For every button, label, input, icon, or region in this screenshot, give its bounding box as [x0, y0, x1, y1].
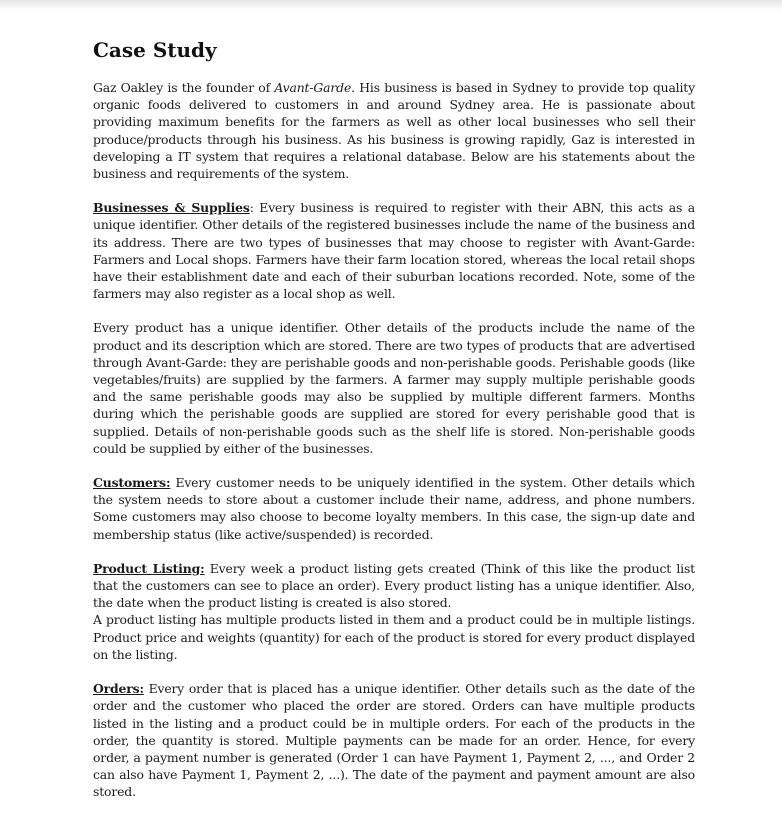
company-name: Avant-Garde — [274, 80, 352, 95]
businesses-paragraph — [93, 199, 695, 302]
customers-heading: Customers: — [93, 475, 171, 491]
customers-paragraph — [93, 474, 695, 543]
products-paragraph: Every product has a unique identifier. Other details of the products include the name of the product and its description which are stored. There are two types of products that are advertised through Avant-Garde: they are perishable goods and non-perishable goods. Perishable goods (like vegetables/fruits) are supplied by the farmers. A farmer may supply multiple perishable goods and the same perishable goods may also be supplied by multiple different farmers. Months during which the perishable goods are supplied are stored for every perishable good that is supplied. Details of non-perishable goods such as the shelf life is stored. Non-perishable goods could be supplied by either of the businesses. — [93, 320, 695, 456]
document-page — [93, 38, 695, 801]
viewer-top-shadow — [0, 0, 782, 10]
orders-heading: Orders: — [93, 681, 144, 697]
orders-text: Every order that is placed has a unique identifier. Other details such as the date of the order and the customer who placed the order are stored. Orders can have multiple products listed in the listing and a product could be in multiple orders. For each of the products in the order, the quantity is stored. Multiple payments can be made for an order. Hence, for every order, a payment number is generated (Order 1 can have Payment 1, Payment 2, ..., and Order 2 can also have Payment 1, Payment 2, ...). The date of the payment and payment amount are also stored. — [93, 681, 695, 800]
businesses-text: : Every business is required to register with their ABN, this acts as a unique identifier. Other details of the registered businesses include the name of the business and its address. There are two types of businesses that may choose to register with Avant-Garde: Farmers and Local shops. Farmers have their farm location stored, whereas the local retail shops have their establishment date and each of their suburban locations recorded. Note, some of the farmers may also register as a local shop as well. — [93, 200, 695, 302]
listing-paragraph-continued: A product listing has multiple products listed in them and a product could be in multiple listings. Product price and weights (quantity) for each of the product is stored for every product displayed on the listing. — [93, 612, 695, 662]
intro-text-rest: . His business is based in Sydney to provide top quality organic foods delivered to customers in and around Sydney area. He is passionate about providing maximum benefits for the farmers as well as other local businesses who sell their produce/products through his business. As his business is growing rapidly, Gaz is interested in developing a IT system that requires a relational database. Below are his statements about the business and requirements of the system. — [93, 80, 695, 182]
intro-paragraph — [93, 79, 695, 182]
listing-heading: Product Listing: — [93, 560, 205, 576]
businesses-heading: Businesses & Supplies — [93, 200, 250, 216]
orders-paragraph — [93, 680, 695, 800]
listing-paragraph — [93, 560, 695, 612]
customers-text: Every customer needs to be uniquely identified in the system. Other details which the system needs to store about a customer include their name, address, and phone numbers. Some customers may also choose to become loyalty members. In this case, the sign-up date and membership status (like active/suspended) is recorded. — [93, 475, 695, 542]
intro-text-start: Gaz Oakley is the founder of — [93, 80, 275, 95]
page-title: Case Study — [93, 38, 217, 62]
listing-text: Every week a product listing gets created (Think of this like the product list that the customers can see to place an order). Every product listing has a unique identifier. Also, the date when the product listing is created is also stored. — [93, 560, 695, 611]
